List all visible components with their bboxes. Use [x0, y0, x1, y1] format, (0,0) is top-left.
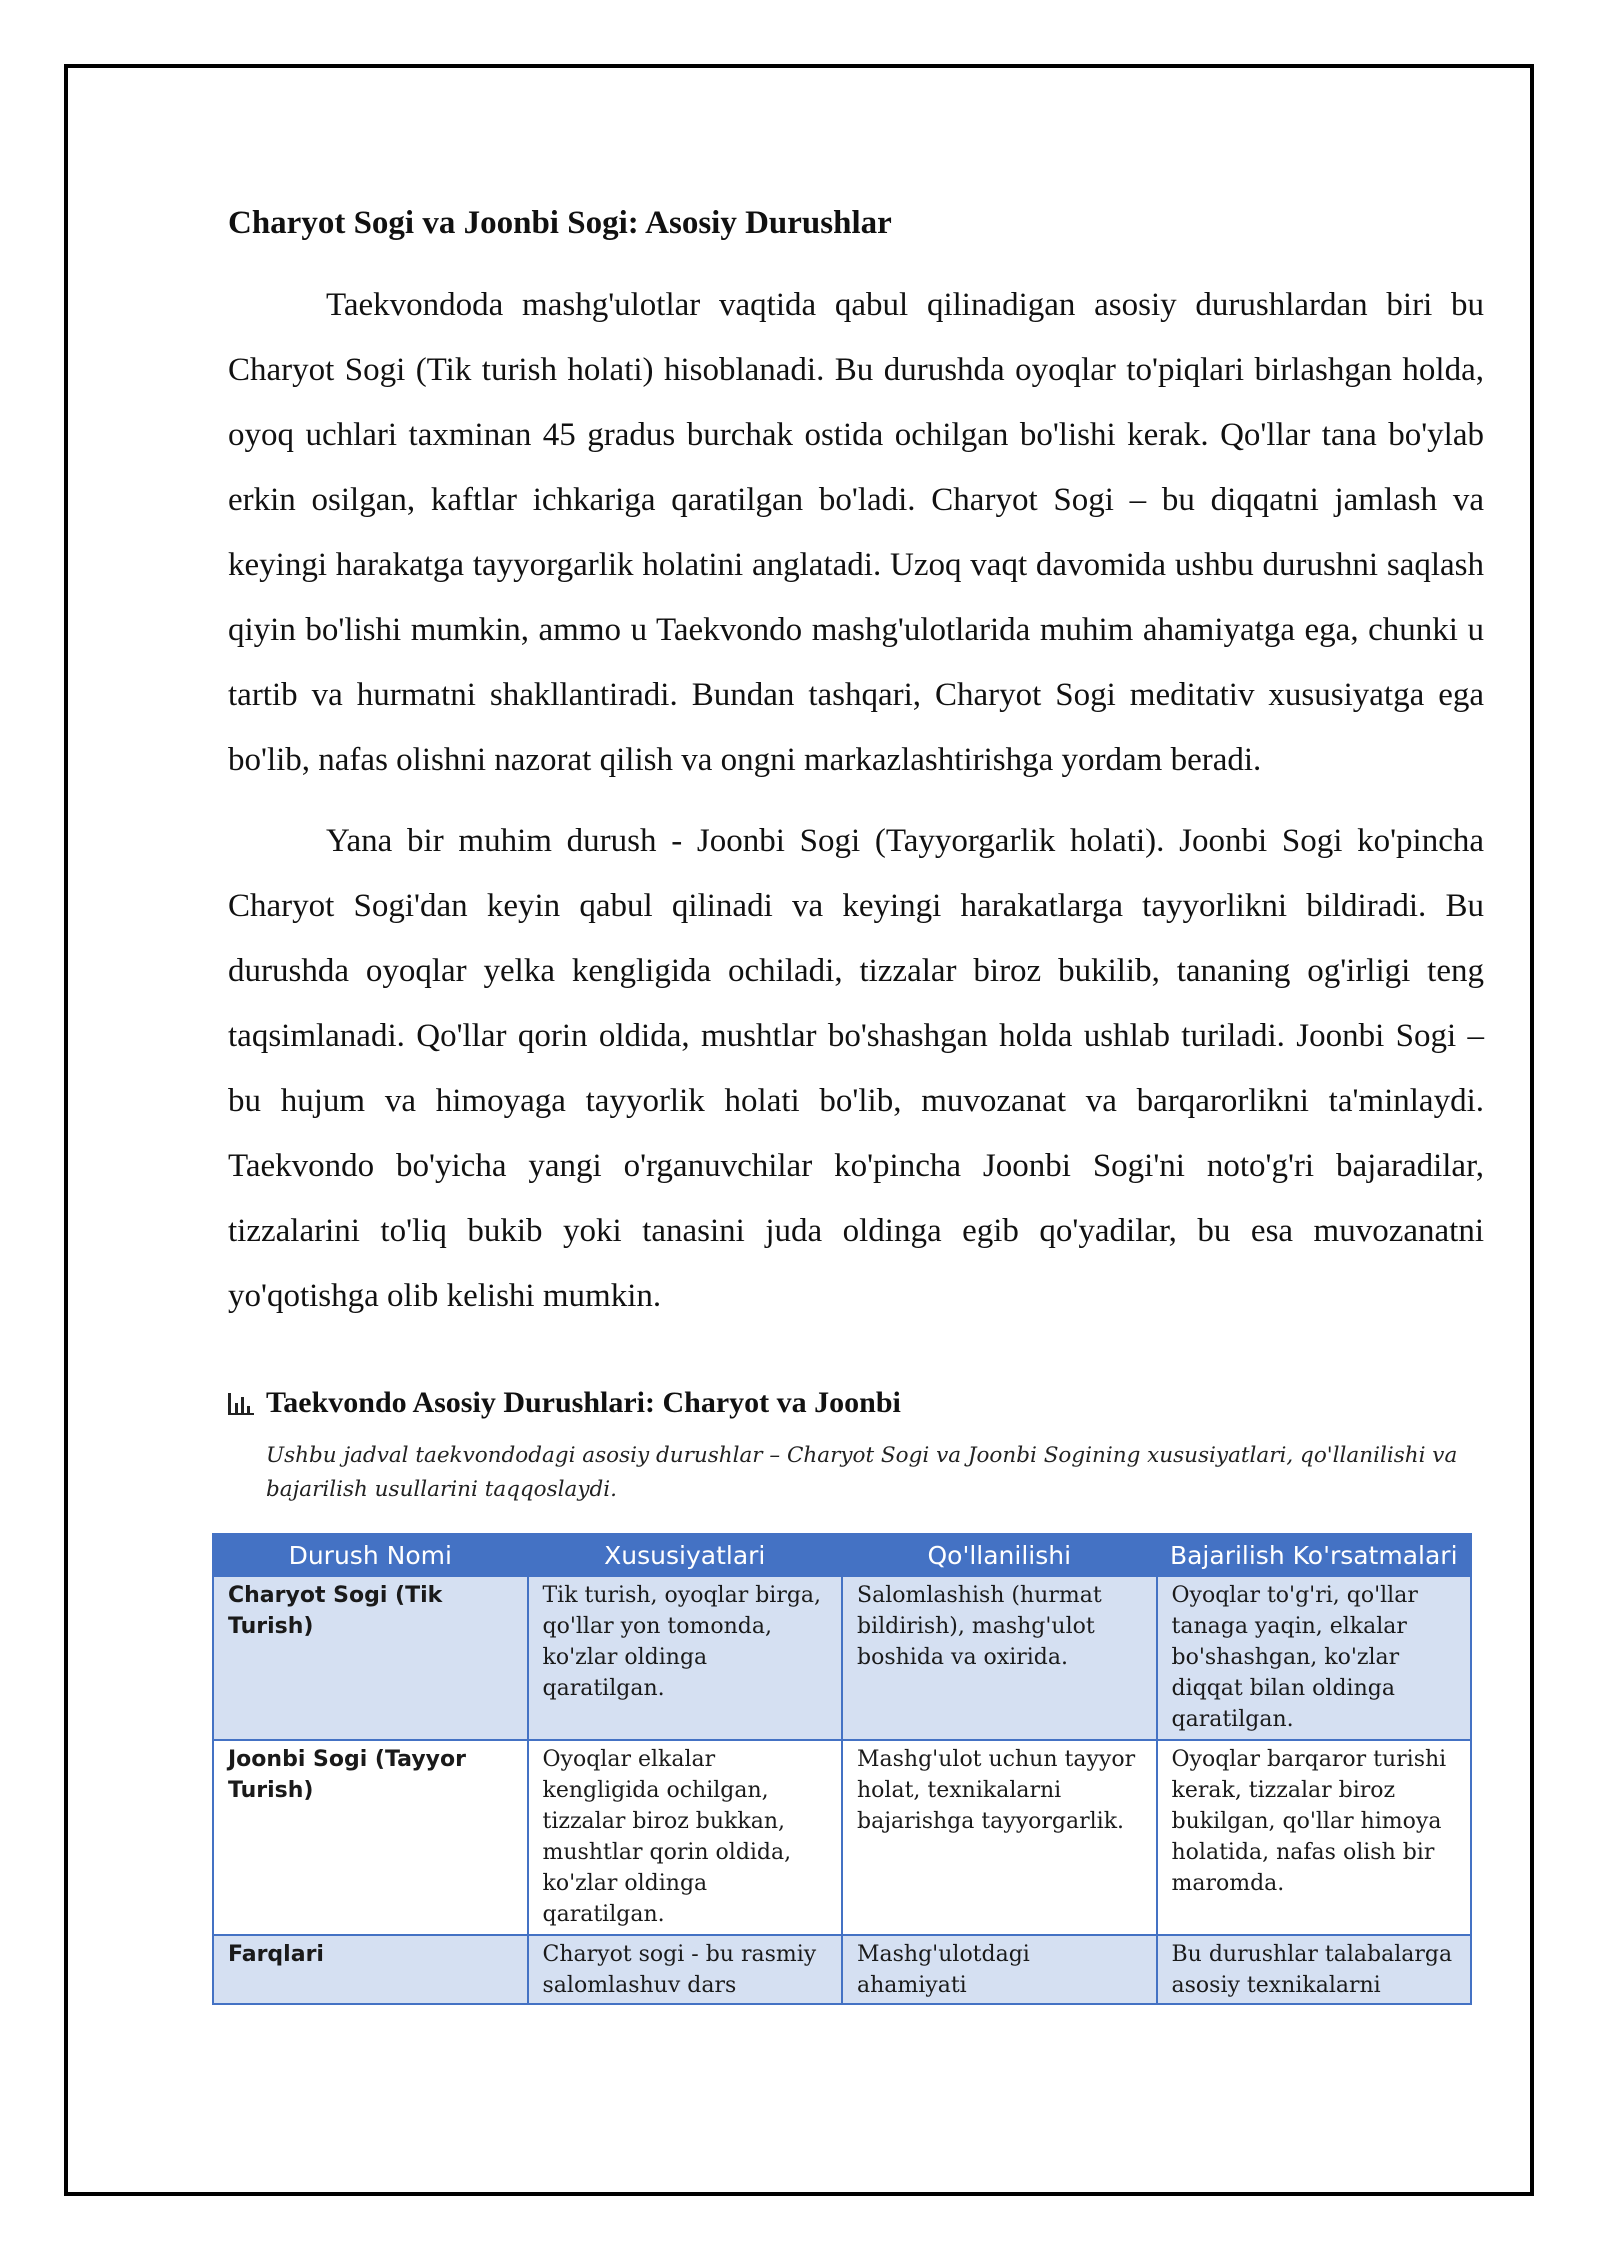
table-cell: Oyoqlar elkalar kengligida ochilgan, tizzalar biroz bukkan, mushtlar qorin oldida, ko'zlar oldinga qaratilgan. [528, 1740, 843, 1935]
table-cell: Charyot Sogi (Tik Turish) [213, 1576, 528, 1740]
table-cell: Oyoqlar to'g'ri, qo'llar tanaga yaqin, elkalar bo'shashgan, ko'zlar diqqat bilan oldinga qaratilgan. [1157, 1576, 1472, 1740]
column-header: Durush Nomi [213, 1534, 528, 1576]
table-row [213, 1576, 1471, 1740]
table-row [213, 1740, 1471, 1935]
table-cell: Salomlashish (hurmat bildirish), mashg'ulot boshida va oxirida. [842, 1576, 1157, 1740]
bar-chart-icon [228, 1391, 254, 1415]
document-title: Charyot Sogi va Joonbi Sogi: Asosiy Durushlar [228, 205, 892, 241]
table-cell: Tik turish, oyoqlar birga, qo'llar yon tomonda, ko'zlar oldinga qaratilgan. [528, 1576, 843, 1740]
table-cell: Mashg'ulot uchun tayyor holat, texnikalarni bajarishga tayyorgarlik. [842, 1740, 1157, 1935]
table-caption: Ushbu jadval taekvondodagi asosiy durushlar – Charyot Sogi va Joonbi Sogining xususiyatlari, qo'llanilishi va bajarilish usullarini taqqoslaydi. [266, 1443, 1458, 1502]
table-cell: Joonbi Sogi (Tayyor Turish) [213, 1740, 528, 1935]
column-header: Xususiyatlari [528, 1534, 843, 1576]
document-body [228, 195, 1484, 2005]
paragraph-charyot-sogi: Taekvondoda mashg'ulotlar vaqtida qabul qilinadigan asosiy durushlardan biri bu Charyot Sogi (Tik turish holati) hisoblanadi. Bu durushda oyoqlar to'piqlari birlashgan holda, oyoq uchlari taxminan 45 gradus burchak ostida ochilgan bo'lishi kerak. Qo'llar tana bo'ylab erkin osilgan, kaftlar ichkariga qaratilgan bo'ladi. Charyot Sogi – bu diqqatni jamlash va keyingi harakatga tayyorgarlik holatini anglatadi. Uzoq vaqt davomida ushbu durushni saqlash qiyin bo'lishi mumkin, ammo u Taekvondo mashg'ulotlarida muhim ahamiyatga ega, chunki u tartib va hurmatni shakllantiradi. Bundan tashqari, Charyot Sogi meditativ xususiyatga ega bo'lib, nafas olishni nazorat qilish va ongni markazlashtirishga yordam beradi. [228, 287, 1484, 778]
table-cell: Charyot sogi - bu rasmiy salomlashuv dars [528, 1935, 843, 2004]
table-heading [228, 1383, 1484, 1423]
table-cell: Bu durushlar talabalarga asosiy texnikalarni [1157, 1935, 1472, 2004]
stances-table [212, 1533, 1472, 2005]
table-heading-text: Taekvondo Asosiy Durushlari: Charyot va Joonbi [266, 1386, 901, 1419]
column-header: Bajarilish Ko'rsatmalari [1157, 1534, 1472, 1576]
column-header: Qo'llanilishi [842, 1534, 1157, 1576]
table-row [213, 1935, 1471, 2004]
table-header-row [213, 1534, 1471, 1576]
paragraph-joonbi-sogi: Yana bir muhim durush - Joonbi Sogi (Tayyorgarlik holati). Joonbi Sogi ko'pincha Charyot Sogi'dan keyin qabul qilinadi va keyingi harakatlarga tayyorlikni bildiradi. Bu durushda oyoqlar yelka kengligida ochiladi, tizzalar biroz bukilib, tananing og'irligi teng taqsimlanadi. Qo'llar qorin oldida, mushtlar bo'shashgan holda ushlab turiladi. Joonbi Sogi – bu hujum va himoyaga tayyorlik holati bo'lib, muvozanat va barqarorlikni ta'minlaydi. Taekvondo bo'yicha yangi o'rganuvchilar ko'pincha Joonbi Sogi'ni noto'g'ri bajaradilar, tizzalarini to'liq bukib yoki tanasini juda oldinga egib qo'yadilar, bu esa muvozanatni yo'qotishga olib kelishi mumkin. [228, 823, 1484, 1314]
table-cell: Oyoqlar barqaror turishi kerak, tizzalar biroz bukilgan, qo'llar himoya holatida, nafas olish bir maromda. [1157, 1740, 1472, 1935]
table-cell: Farqlari [213, 1935, 528, 2004]
table-cell: Mashg'ulotdagi ahamiyati [842, 1935, 1157, 2004]
